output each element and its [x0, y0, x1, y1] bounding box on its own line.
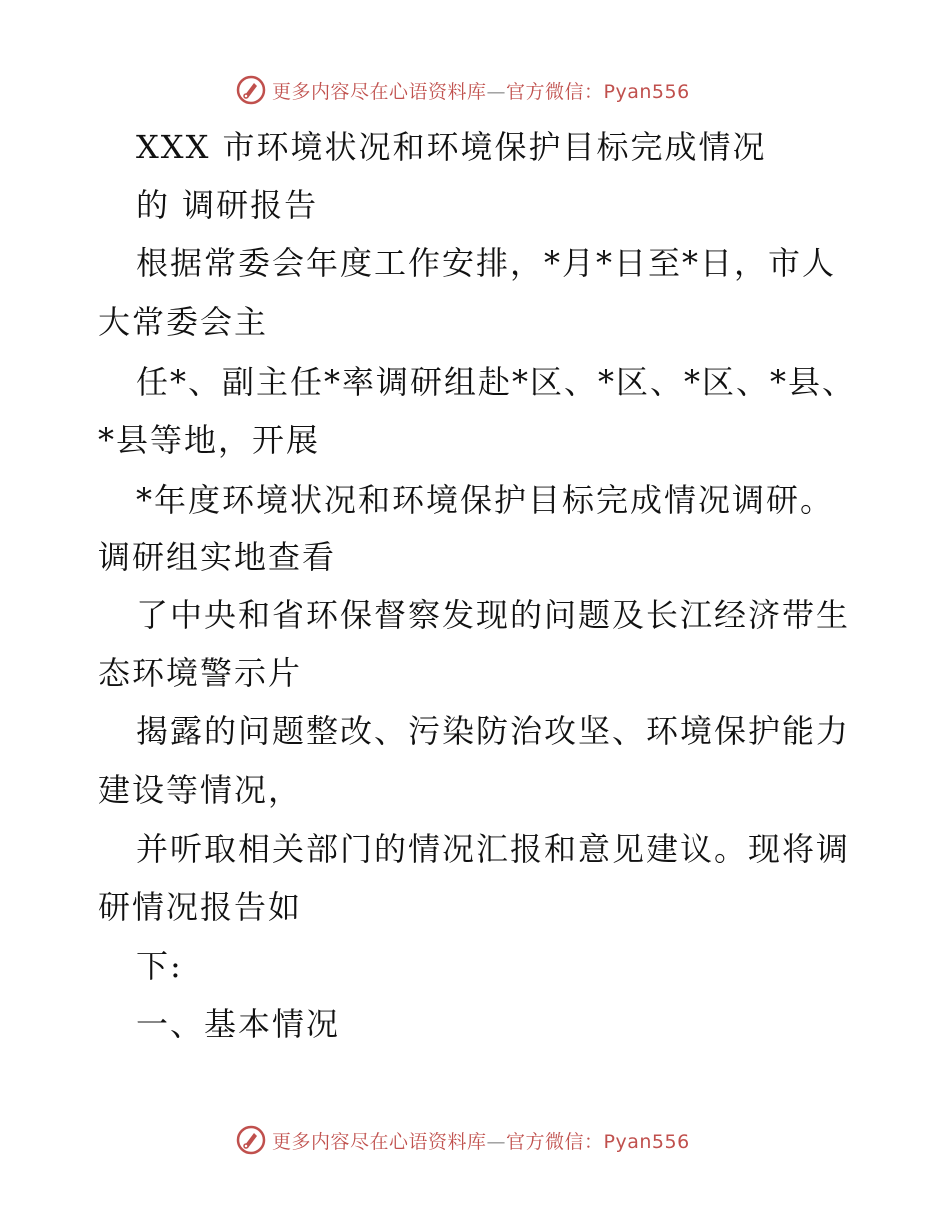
- paragraph-line: *年度环境状况和环境保护目标完成情况调研。: [136, 481, 835, 519]
- brand-logo-icon: [236, 1125, 266, 1155]
- watermark-dash: —: [486, 1130, 507, 1153]
- paragraph-line: 并听取相关部门的情况汇报和意见建议。现将调: [136, 830, 851, 868]
- paragraph-line: 调研组实地查看: [98, 538, 337, 576]
- paragraph-line: 根据常委会年度工作安排，*月*日至*日，市人: [136, 244, 837, 282]
- paragraph-line: 了中央和省环保督察发现的问题及长江经济带生: [136, 596, 851, 634]
- watermark-wechat-id: Pyan556: [603, 80, 690, 103]
- watermark-main-text: 更多内容尽在心语资料库: [272, 80, 487, 103]
- watermark-wechat-label: 官方微信：: [506, 80, 604, 103]
- watermark-wechat-label: 官方微信：: [506, 1130, 604, 1153]
- paragraph-line: 任*、副主任*率调研组赴*区、*区、*区、*县、: [136, 363, 857, 401]
- watermark-text: [272, 1127, 690, 1154]
- paragraph-line: 态环境警示片: [98, 654, 303, 692]
- paragraph-line: 研情况报告如: [98, 888, 303, 926]
- watermark-wechat-id: Pyan556: [603, 1130, 690, 1153]
- paragraph-line: *县等地，开展: [98, 421, 321, 459]
- footer-watermark: [236, 1122, 690, 1158]
- paragraph-line: 大常委会主: [98, 303, 269, 341]
- watermark-main-text: 更多内容尽在心语资料库: [272, 1130, 487, 1153]
- paragraph-line: 建设等情况，: [98, 771, 303, 809]
- paragraph-line: 下:: [136, 947, 183, 985]
- section-heading: 一、基本情况: [136, 1005, 341, 1043]
- paragraph-line: 揭露的问题整改、污染防治攻坚、环境保护能力: [136, 712, 851, 750]
- watermark-dash: —: [486, 80, 507, 103]
- document-title-line-2: 的 调研报告: [136, 186, 319, 224]
- document-title-line-1: XXX 市环境状况和环境保护目标完成情况: [136, 128, 767, 166]
